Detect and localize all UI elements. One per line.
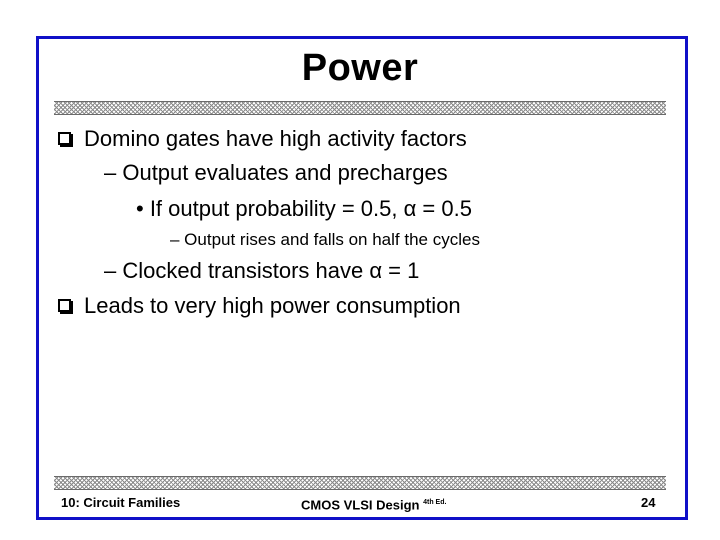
bullet-2-text: Leads to very high power consumption <box>84 293 461 318</box>
bullet-1 <box>58 126 467 152</box>
bullet-1-1-text: – Output evaluates and precharges <box>104 160 448 185</box>
footer-divider <box>54 476 666 490</box>
bullet-1-text: Domino gates have high activity factors <box>84 126 467 151</box>
bullet-1-2-text: – Clocked transistors have α = 1 <box>104 258 420 283</box>
bullet-1-1-1-text: • If output probability = 0.5, α = 0.5 <box>136 196 472 221</box>
double-square-bullet-icon <box>58 132 71 145</box>
footer-center-text: CMOS VLSI Design <box>301 497 420 513</box>
bullet-1-1-1-1 <box>170 230 480 250</box>
bullet-1-1 <box>104 160 448 186</box>
bullet-1-1-1 <box>136 196 472 222</box>
bullet-2 <box>58 293 461 319</box>
double-square-bullet-icon <box>58 299 71 312</box>
footer-left: 10: Circuit Families <box>61 495 181 510</box>
title-divider <box>54 101 666 115</box>
footer-center <box>301 494 446 514</box>
slide-title: Power <box>301 47 419 89</box>
bullet-1-1-1-1-text: – Output rises and falls on half the cycles <box>170 230 480 249</box>
bullet-1-2 <box>104 258 419 284</box>
footer-edition: 4th Ed. <box>423 499 447 506</box>
page-number: 24 <box>641 495 656 510</box>
